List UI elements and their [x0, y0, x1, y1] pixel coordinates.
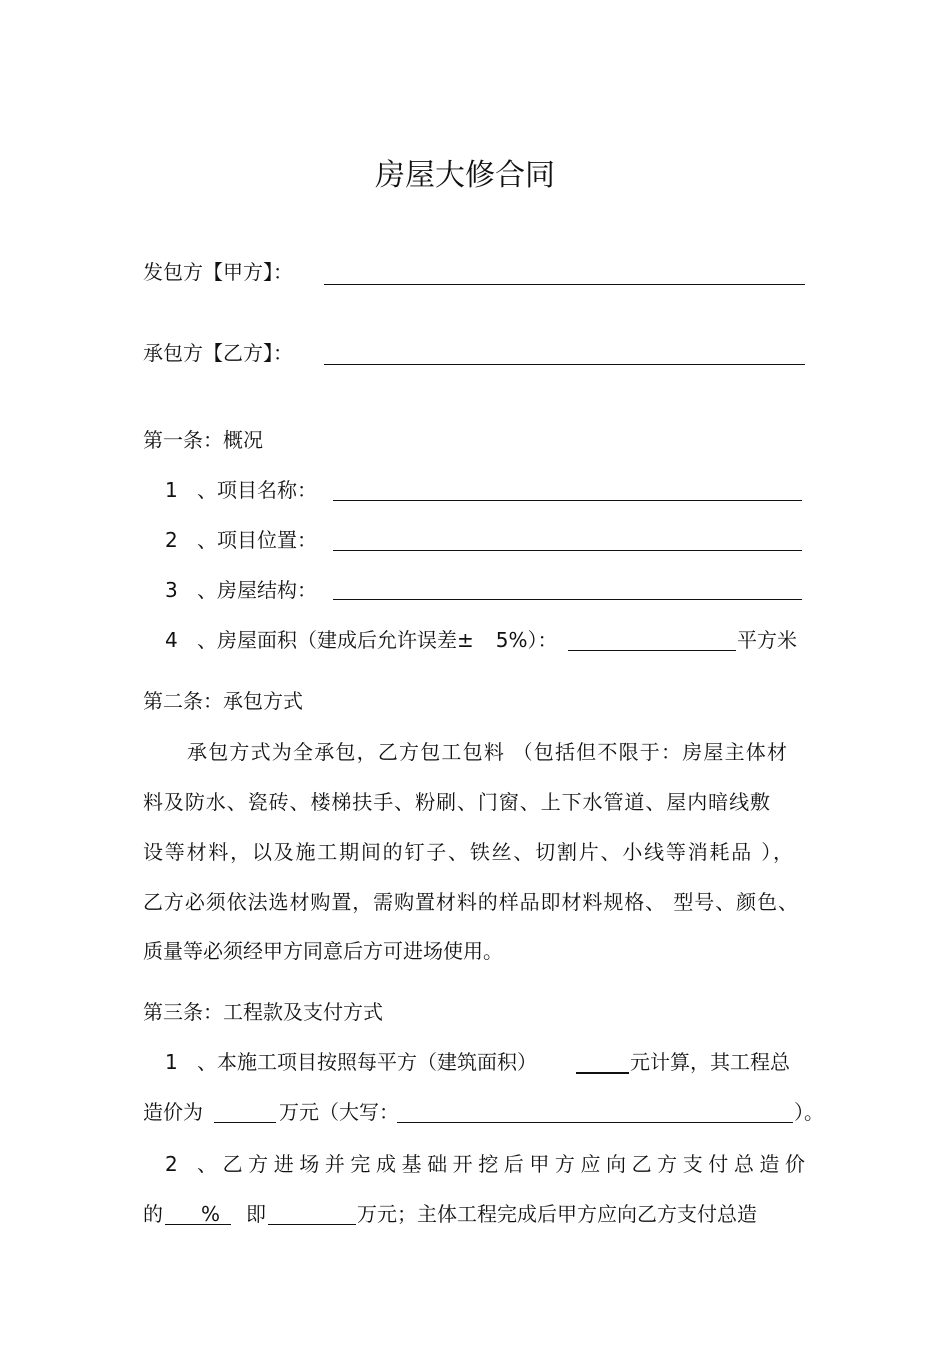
party-b-label: 承包方【乙方】：	[143, 341, 293, 365]
item1-text-b: 元计算，其工程总	[630, 1050, 790, 1074]
item1-text-d: 万元（大写：	[279, 1100, 399, 1124]
price-per-sqm-blank[interactable]	[576, 1072, 629, 1074]
item1-text-e: ）。	[794, 1100, 824, 1124]
house-structure-blank[interactable]	[333, 599, 802, 600]
item-label: 、房屋结构：	[197, 578, 317, 602]
item1-text-c: 造价为	[143, 1100, 203, 1124]
article1-item-3	[165, 577, 317, 603]
tolerance-percent: 5%）：	[495, 628, 558, 652]
item-number: 1	[165, 478, 178, 502]
total-cost-blank[interactable]	[214, 1122, 276, 1123]
document-title: 房屋大修合同	[375, 158, 555, 193]
article2-line-5: 质量等必须经甲方同意后方可进场使用。	[143, 939, 503, 963]
article1-heading: 第一条：概况	[143, 428, 263, 452]
item-number: 2	[165, 1152, 178, 1176]
article2-line-4: 乙方必须依法选材购置，需购置材料的样品即材料规格、 型号、颜色、	[143, 890, 798, 914]
article3-item-2-line-1	[165, 1151, 197, 1177]
article3-item-1-line-1	[165, 1049, 537, 1075]
party-b-blank[interactable]	[324, 364, 805, 365]
item-label: 、房屋面积（建成后允许误差±	[197, 628, 474, 652]
article2-heading: 第二条：承包方式	[143, 689, 303, 713]
party-a-blank[interactable]	[324, 284, 805, 285]
article2-line-2: 料及防水、瓷砖、楼梯扶手、粉刷、门窗、上下水管道、屋内暗线敷	[143, 790, 770, 814]
article3-heading: 第三条：工程款及支付方式	[143, 1000, 383, 1024]
item-number: 1	[165, 1050, 178, 1074]
item-number: 3	[165, 578, 178, 602]
article1-item-1	[165, 477, 317, 503]
item-number: 2	[165, 528, 178, 552]
party-a-label: 发包方【甲方】：	[143, 260, 293, 284]
item2-text-a: 、乙方进场并完成基础开挖后甲方应向乙方支付总造价	[197, 1152, 805, 1176]
total-cost-uppercase-blank[interactable]	[397, 1122, 793, 1123]
item2-text-b: 的	[143, 1202, 163, 1226]
project-location-blank[interactable]	[333, 550, 802, 551]
item1-text: 、本施工项目按照每平方（建筑面积）	[197, 1050, 537, 1074]
area-unit: 平方米	[737, 628, 797, 652]
project-name-blank[interactable]	[333, 500, 802, 501]
item-label: 、项目位置：	[197, 528, 317, 552]
article2-line-1: 承包方式为全承包，乙方包工包料 （包括但不限于：房屋主体材	[187, 740, 787, 764]
item2-text-d: 万元；主体工程完成后甲方应向乙方支付总造	[357, 1202, 757, 1226]
article1-item-2	[165, 527, 317, 553]
item-label: 、项目名称：	[197, 478, 317, 502]
percent-sign: %	[201, 1202, 221, 1226]
item2-text-c: 即	[246, 1202, 266, 1226]
payment-amount-blank[interactable]	[268, 1224, 356, 1225]
payment-percent-blank[interactable]	[165, 1224, 231, 1225]
article1-item-4	[165, 627, 558, 653]
article2-line-3: 设等材料，以及施工期间的钉子、铁丝、切割片、小线等消耗品 ），	[143, 840, 793, 864]
house-area-blank[interactable]	[568, 650, 736, 651]
item-number: 4	[165, 628, 178, 652]
